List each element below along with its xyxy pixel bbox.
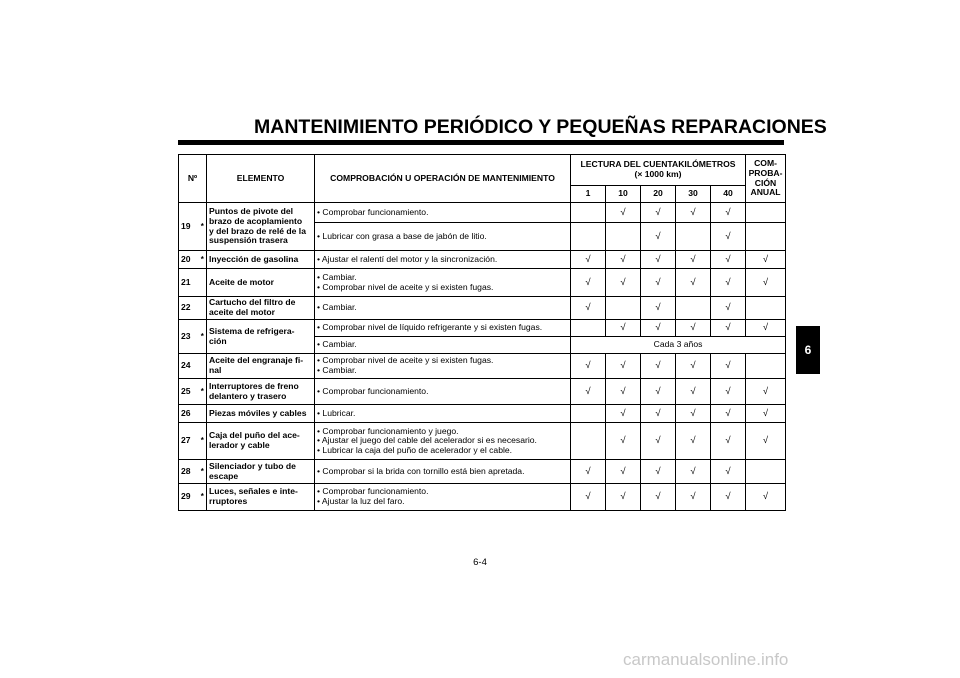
item-name — [207, 320, 315, 354]
item-number: 26 — [179, 405, 199, 423]
header-km-40: 40 — [711, 186, 746, 203]
interval-check — [571, 223, 606, 251]
operation-line: • Ajustar la luz del faro. — [317, 496, 405, 506]
header-annual-line1: COM- — [754, 158, 777, 169]
header-no: Nº — [179, 155, 207, 203]
operation-line: • Comprobar nivel de líquido refrigerante y si existen fugas. — [317, 322, 543, 333]
table-row — [179, 354, 786, 379]
interval-check: √ — [711, 405, 746, 423]
interval-check: √ — [641, 460, 676, 484]
table-row — [179, 484, 786, 511]
interval-check — [676, 297, 711, 320]
header-annual-line2: PROBA- — [748, 167, 783, 178]
table-row — [179, 320, 786, 337]
interval-check: √ — [676, 423, 711, 460]
interval-check: √ — [606, 405, 641, 423]
interval-check: √ — [641, 251, 676, 269]
item-name-line: lerador y cable — [209, 440, 270, 450]
operation-line: • Comprobar funcionamiento. — [317, 486, 429, 497]
interval-check: √ — [711, 484, 746, 511]
interval-check: √ — [676, 203, 711, 223]
item-number: 21 — [179, 269, 199, 297]
watermark: carmanualsonline.info — [623, 650, 789, 669]
interval-check: √ — [676, 484, 711, 511]
item-name-line: Aceite de motor — [209, 276, 274, 287]
item-name-line: Inyección de gasolina — [209, 253, 299, 264]
dealer-mark: * — [199, 320, 207, 354]
title-underline — [178, 140, 784, 145]
operation-line: • Lubricar la caja del puño de acelerador y el cable. — [317, 444, 513, 455]
header-odometer — [571, 155, 746, 186]
item-name — [207, 405, 315, 423]
interval-check: √ — [711, 297, 746, 320]
table-row — [179, 423, 786, 460]
dealer-mark — [199, 269, 207, 297]
interval-check: √ — [571, 460, 606, 484]
item-name-line: y del brazo de relé de la — [209, 225, 306, 236]
table-row — [179, 203, 786, 223]
interval-check: √ — [711, 354, 746, 379]
operation — [315, 484, 571, 511]
interval-check: √ — [711, 320, 746, 337]
interval-check: √ — [571, 484, 606, 511]
operation-line: • Ajustar el juego del cable del acelerador si es necesario. — [317, 435, 537, 446]
dealer-mark — [199, 354, 207, 379]
item-number: 27 — [179, 423, 199, 460]
interval-check: √ — [711, 423, 746, 460]
annual-check: √ — [746, 423, 786, 460]
item-name — [207, 297, 315, 320]
item-name — [207, 460, 315, 484]
operation — [315, 405, 571, 423]
item-number: 28 — [179, 460, 199, 484]
interval-check: √ — [641, 203, 676, 223]
item-name — [207, 379, 315, 405]
header-operation: COMPROBACIÓN U OPERACIÓN DE MANTENIMIENTO — [315, 155, 571, 203]
interval-check: √ — [641, 320, 676, 337]
item-name — [207, 203, 315, 251]
item-number: 19 — [179, 203, 199, 251]
operation-line: • Cambiar. — [317, 271, 357, 282]
item-name-line: Puntos de pivote del — [209, 206, 294, 217]
operation-line: • Comprobar si la brida con tornillo está bien apretada. — [317, 465, 525, 476]
item-number: 24 — [179, 354, 199, 379]
table-row — [179, 297, 786, 320]
interval-check: √ — [676, 251, 711, 269]
interval-check: √ — [641, 484, 676, 511]
operation-line: • Lubricar. — [317, 407, 356, 418]
interval-check: √ — [606, 423, 641, 460]
item-name-line: brazo de acoplamiento — [209, 215, 303, 226]
operation-line: • Comprobar funcionamiento. — [317, 206, 429, 217]
item-name-line: suspensión trasera — [209, 235, 288, 246]
dealer-mark: * — [199, 379, 207, 405]
interval-check: √ — [606, 460, 641, 484]
interval-check: √ — [676, 460, 711, 484]
dealer-mark: * — [199, 484, 207, 511]
header-item: ELEMENTO — [207, 155, 315, 203]
item-number: 20 — [179, 251, 199, 269]
interval-check: √ — [676, 320, 711, 337]
item-name-line: Piezas móviles y cables — [209, 407, 307, 418]
table-row — [179, 460, 786, 484]
operation-line: • Lubricar con grasa a base de jabón de litio. — [317, 230, 487, 241]
chapter-tab: 6 — [796, 326, 820, 374]
operation — [315, 460, 571, 484]
interval-check: √ — [711, 269, 746, 297]
annual-check — [746, 223, 786, 251]
item-name-line: rruptores — [209, 496, 248, 506]
operation — [315, 337, 571, 354]
dealer-mark: * — [199, 460, 207, 484]
header-annual — [746, 155, 786, 203]
interval-check: √ — [606, 379, 641, 405]
interval-check: √ — [606, 203, 641, 223]
header-km-30: 30 — [676, 186, 711, 203]
item-name-line: Interruptores de freno — [209, 380, 299, 391]
operation-line: • Comprobar funcionamiento. — [317, 385, 429, 396]
header-odometer-line2: (× 1000 km) — [634, 169, 682, 179]
item-name-line: ción — [209, 335, 227, 346]
item-name-line: Caja del puño del ace- — [209, 430, 300, 441]
item-name — [207, 251, 315, 269]
item-name-line: Sistema de refrigera- — [209, 325, 295, 336]
header-km-10: 10 — [606, 186, 641, 203]
interval-check: √ — [711, 223, 746, 251]
interval-check: √ — [641, 379, 676, 405]
operation-line: • Comprobar nivel de aceite y si existen fugas. — [317, 355, 494, 366]
table-body — [179, 203, 786, 511]
interval-check: √ — [606, 320, 641, 337]
item-name-line: delantero y trasero — [209, 390, 287, 401]
dealer-mark — [199, 297, 207, 320]
annual-check — [746, 203, 786, 223]
item-name-line: Cartucho del filtro de — [209, 297, 296, 308]
table-row — [179, 405, 786, 423]
dealer-mark — [199, 405, 207, 423]
interval-check: √ — [571, 379, 606, 405]
interval-check: √ — [641, 269, 676, 297]
table-row — [179, 379, 786, 405]
operation — [315, 223, 571, 251]
item-name-line: Silenciador y tubo de — [209, 460, 296, 471]
header-annual-line3: CIÓN — [754, 177, 777, 188]
interval-check: √ — [606, 484, 641, 511]
operation — [315, 354, 571, 379]
operation — [315, 203, 571, 223]
item-number: 22 — [179, 297, 199, 320]
operation — [315, 251, 571, 269]
interval-check: √ — [641, 354, 676, 379]
interval-check: √ — [571, 297, 606, 320]
header-km-20: 20 — [641, 186, 676, 203]
interval-check: √ — [606, 251, 641, 269]
interval-check: √ — [571, 251, 606, 269]
interval-check — [571, 423, 606, 460]
interval-check: √ — [676, 405, 711, 423]
table-row — [179, 251, 786, 269]
interval-check — [606, 297, 641, 320]
item-name — [207, 423, 315, 460]
operation-line: • Cambiar. — [317, 302, 357, 313]
operation-line: • Cambiar. — [317, 339, 357, 350]
interval-check: √ — [641, 223, 676, 251]
annual-check — [746, 354, 786, 379]
annual-check: √ — [746, 484, 786, 511]
interval-note: Cada 3 años — [571, 337, 786, 354]
operation — [315, 269, 571, 297]
maintenance-table — [178, 154, 786, 511]
annual-check: √ — [746, 379, 786, 405]
dealer-mark: * — [199, 251, 207, 269]
interval-check: √ — [711, 379, 746, 405]
interval-check: √ — [641, 405, 676, 423]
interval-check: √ — [571, 354, 606, 379]
annual-check: √ — [746, 251, 786, 269]
dealer-mark: * — [199, 423, 207, 460]
annual-check — [746, 460, 786, 484]
header-annual-line4: ANUAL — [750, 187, 781, 198]
dealer-mark: * — [199, 203, 207, 251]
interval-check: √ — [676, 379, 711, 405]
item-name-line: Luces, señales e inte- — [209, 486, 298, 497]
interval-check: √ — [641, 297, 676, 320]
operation-line: • Comprobar nivel de aceite y si existen fugas. — [317, 281, 494, 292]
interval-check: √ — [676, 354, 711, 379]
operation-line: • Cambiar. — [317, 365, 357, 375]
interval-check — [571, 320, 606, 337]
item-number: 29 — [179, 484, 199, 511]
interval-check: √ — [711, 203, 746, 223]
interval-check: √ — [606, 269, 641, 297]
interval-check — [676, 223, 711, 251]
annual-check: √ — [746, 269, 786, 297]
item-name-line: nal — [209, 365, 222, 375]
interval-check: √ — [641, 423, 676, 460]
interval-check: √ — [571, 269, 606, 297]
interval-check: √ — [711, 251, 746, 269]
operation — [315, 297, 571, 320]
annual-check: √ — [746, 405, 786, 423]
page-number: 6-4 — [473, 557, 487, 568]
annual-check — [746, 297, 786, 320]
page-title: MANTENIMIENTO PERIÓDICO Y PEQUEÑAS REPARACIONES — [254, 116, 827, 138]
annual-check: √ — [746, 320, 786, 337]
item-name-line: aceite del motor — [209, 307, 275, 317]
interval-check: √ — [676, 269, 711, 297]
item-name — [207, 269, 315, 297]
interval-check — [571, 203, 606, 223]
operation — [315, 423, 571, 460]
interval-check — [571, 405, 606, 423]
operation — [315, 379, 571, 405]
header-km-1: 1 — [571, 186, 606, 203]
interval-check — [606, 223, 641, 251]
operation — [315, 320, 571, 337]
interval-check: √ — [711, 460, 746, 484]
item-name-line: Aceite del engranaje fi- — [209, 355, 304, 366]
item-name-line: escape — [209, 470, 239, 481]
item-number: 25 — [179, 379, 199, 405]
item-name — [207, 484, 315, 511]
table-row — [179, 269, 786, 297]
header-odometer-line1: LECTURA DEL CUENTAKILÓMETROS — [580, 159, 736, 170]
interval-check: √ — [606, 354, 641, 379]
operation-line: • Ajustar el ralentí del motor y la sincronización. — [317, 253, 498, 264]
item-name — [207, 354, 315, 379]
item-number: 23 — [179, 320, 199, 354]
operation-line: • Comprobar funcionamiento y juego. — [317, 425, 459, 436]
